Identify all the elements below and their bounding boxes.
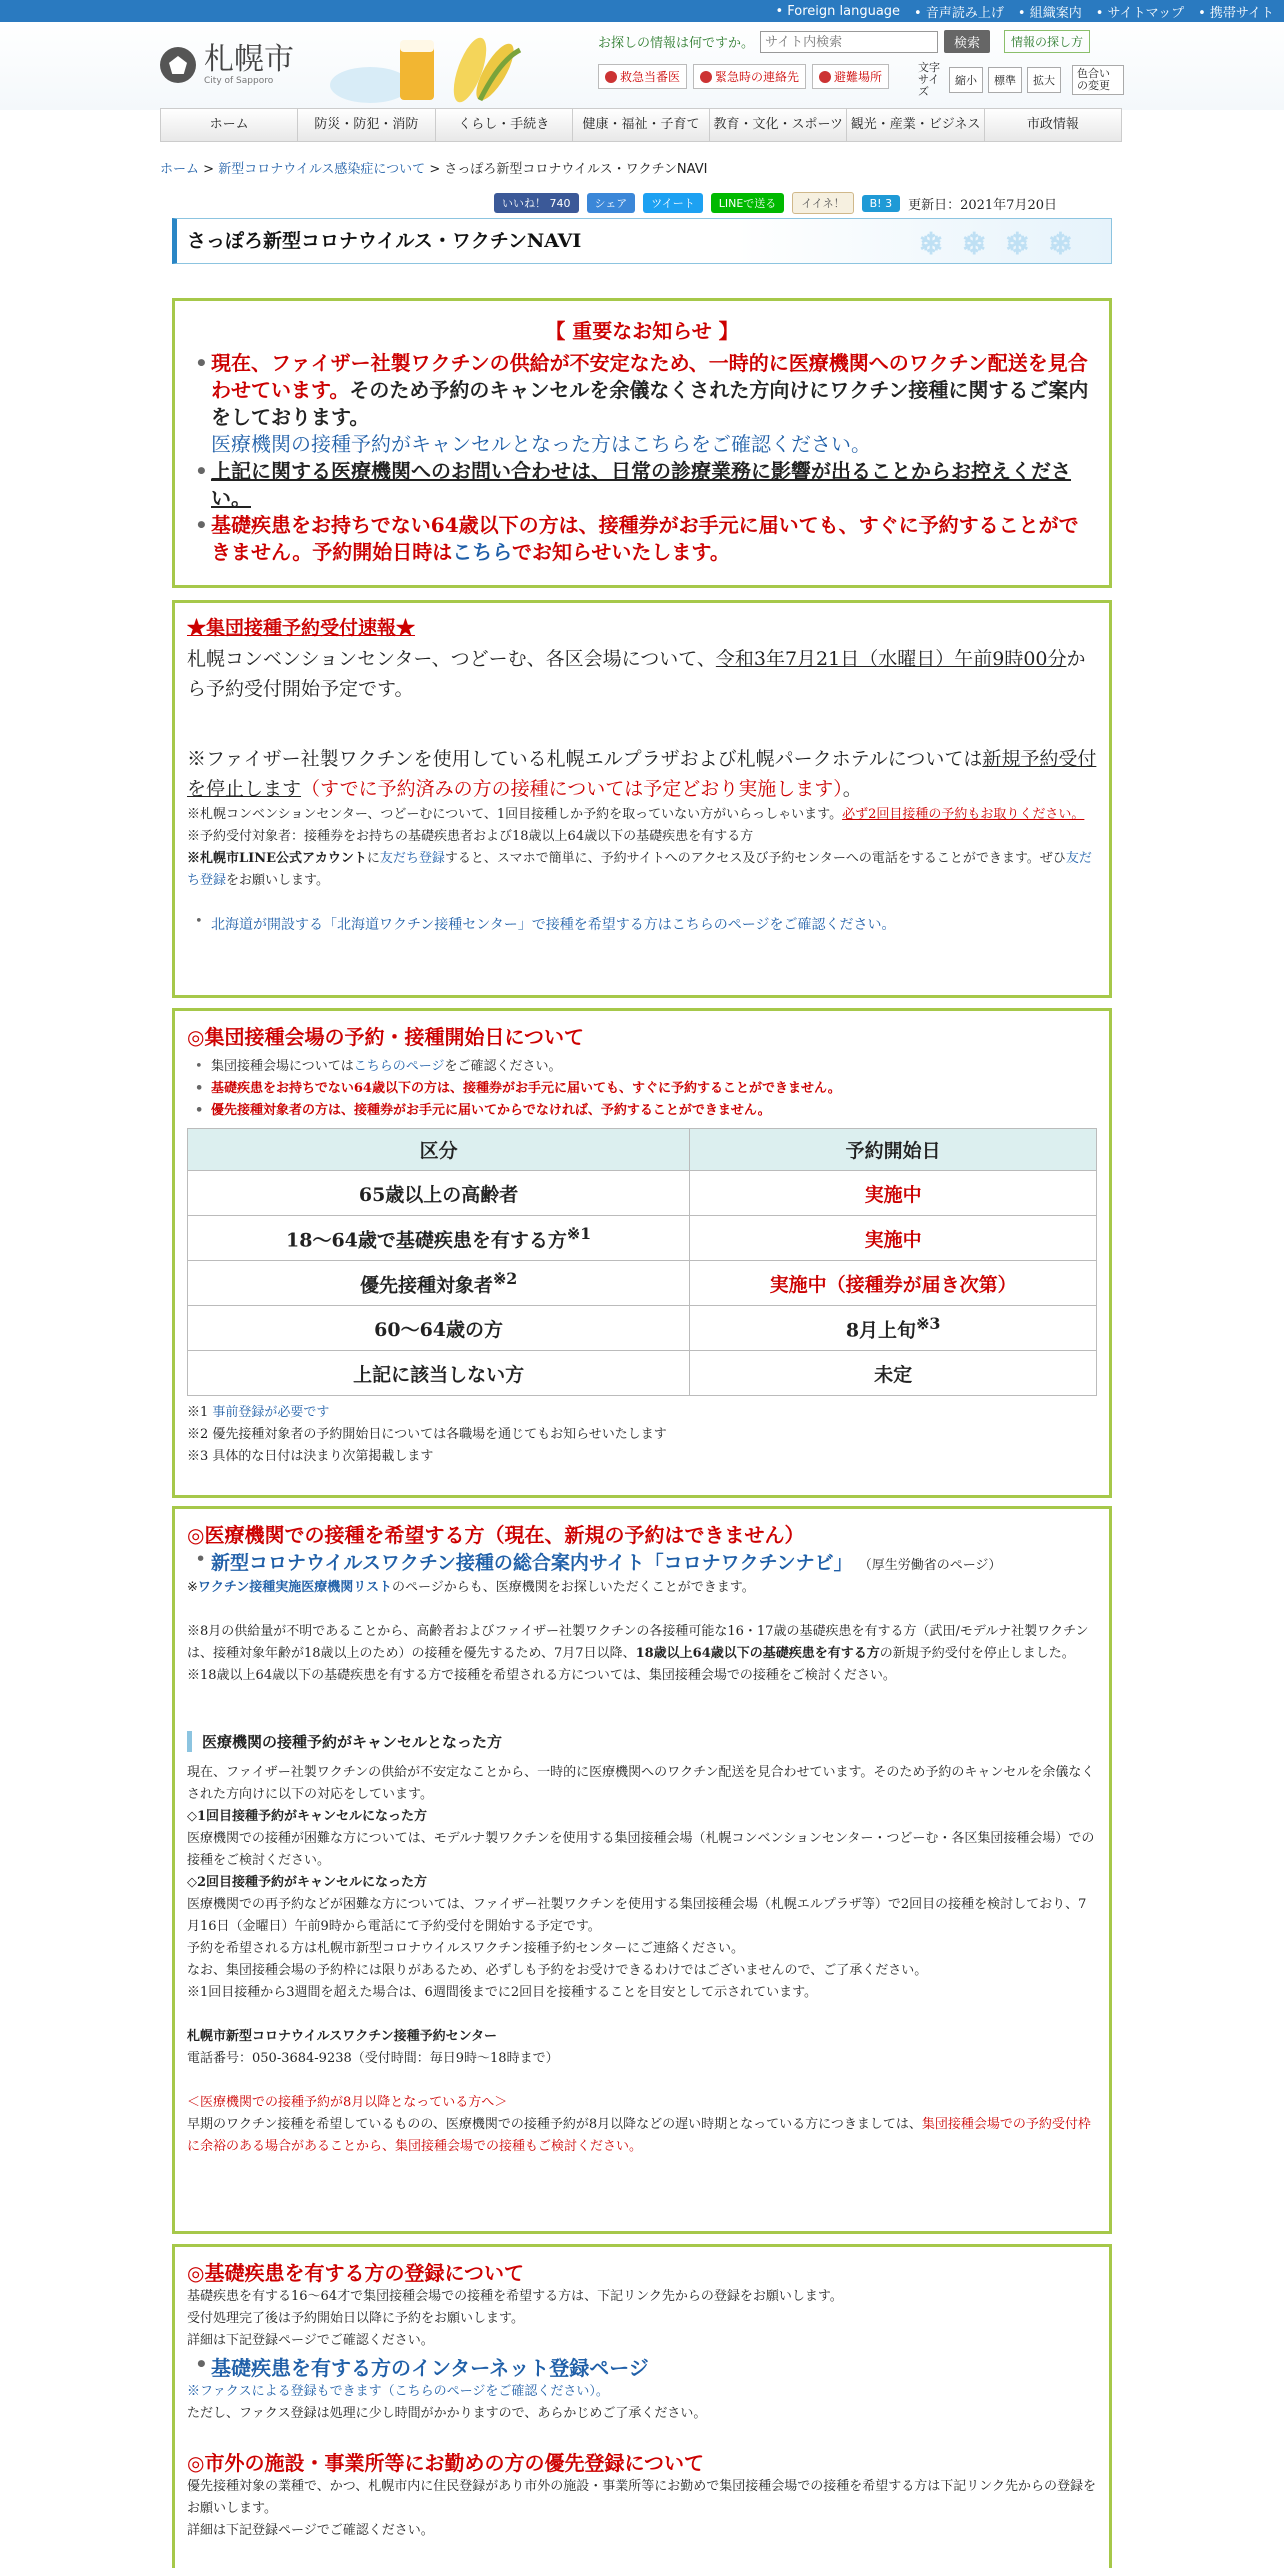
- beer-corn-banner-icon: [330, 30, 530, 110]
- header: [0, 22, 1284, 110]
- fax-registration: [187, 2381, 1097, 2403]
- emergency-doctor-icon: [605, 71, 617, 83]
- row-category-text: 優先接種対象者: [359, 1274, 493, 1297]
- second-dose-contact: 予約を希望される方は札幌市新型コロナウイルスワクチン接種予約センターにご連絡ください。: [187, 1941, 745, 1956]
- emergency-doctor-button[interactable]: [598, 64, 687, 89]
- search-guide-link[interactable]: 情報の探し方: [1004, 30, 1090, 53]
- notice-item: [187, 512, 1097, 566]
- hokkaido-center-link[interactable]: 北海道が開設する「北海道ワクチン接種センター」で接種を希望する方はこちらのページをご確認ください。: [211, 917, 896, 933]
- group-news-note1: [187, 804, 1097, 826]
- august-notice-heading: ＜医療機関での接種予約が8月以降となっている方へ＞: [187, 2095, 508, 2110]
- table-row: [188, 1306, 1097, 1351]
- row-date: 未定: [690, 1351, 1097, 1396]
- breadcrumb-home[interactable]: ホーム: [160, 162, 200, 177]
- evacuation-label: 避難場所: [834, 70, 883, 84]
- second-dose-text: 医療機関での再予約などが困難な方については、ファイザー社製ワクチンを使用する集団接種会場（札幌エルプラザ等）で2回目の接種を検討しており、7月16日（金曜日）午前9時から電話にて予約受付を開始する予定です。: [187, 1897, 1087, 1934]
- top-links: [775, 0, 1274, 22]
- row-date: 実施中: [690, 1216, 1097, 1261]
- font-larger-button[interactable]: 拡大: [1027, 67, 1061, 93]
- social-buttons: [494, 192, 1057, 214]
- font-smaller-button[interactable]: 縮小: [949, 67, 983, 93]
- schedule-heading: ◎集団接種会場の予約・接種開始日について: [187, 1025, 585, 1049]
- p2-end: 。: [842, 778, 862, 800]
- registration-p1: 基礎疾患を有する16～64才で集団接種会場での接種を希望する方は、下記リンク先からの登録をお願いします。: [187, 2289, 843, 2304]
- p2-text: ※8月の供給量が不明であることから、高齢者およびファイザー社製ワクチンの各接種可能な16・17歳の基礎疾患を有する方（武田/モデルナ社製ワクチンは、接種対象年齢が18歳以上のため）の接種を優先するため、7月7日以降、: [187, 1624, 1089, 1661]
- updated-date: 更新日：2021年7月20日: [908, 197, 1057, 213]
- font-normal-button[interactable]: 標準: [988, 67, 1022, 93]
- p1-text: のページからも、医療機関をお探しいただくことができます。: [392, 1580, 755, 1595]
- row-category: [188, 1306, 690, 1351]
- cancelled-p1: 現在、ファイザー社製ワクチンの供給が不安定なことから、一時的に医療機関へのワクチン配送を見合わせています。そのため予約のキャンセルを余儀なくされた方向けに以下の対応をしています。: [187, 1765, 1095, 1802]
- breadcrumb-sep: >: [203, 162, 215, 177]
- breadcrumb-sep: >: [429, 162, 441, 177]
- notice-item2: 上記に関する医療機関へのお問い合わせは、日常の診療業務に影響が出ることからお控えください。: [211, 459, 1071, 510]
- emergency-links: [598, 64, 889, 89]
- notice-item: [187, 458, 1097, 512]
- clinic-p1: [187, 1577, 1097, 1599]
- group-news-heading: ★集団接種予約受付速報★: [187, 617, 416, 639]
- evacuation-site-button[interactable]: [812, 64, 889, 89]
- group-news-note3: [187, 848, 1097, 892]
- site-logo[interactable]: [160, 44, 294, 86]
- cancelled-section-heading: 医療機関の接種予約がキャンセルとなった方: [187, 1731, 1097, 1752]
- registration-page-link[interactable]: 基礎疾患を有する方のインターネット登録ページ: [211, 2356, 649, 2380]
- nav-home[interactable]: ホーム: [161, 109, 298, 141]
- row-date: 実施中（接種券が届き次第）: [690, 1261, 1097, 1306]
- facebook-share-button[interactable]: シェア: [587, 193, 636, 213]
- first-dose-text: 医療機関での接種が困難な方については、モデルナ製ワクチンを使用する集団接種会場（札幌コンベンションセンター・つどーむ・各区集団接種会場）での接種をご検討ください。: [187, 1831, 1095, 1868]
- row-date: 実施中: [690, 1171, 1097, 1216]
- breadcrumb-current: さっぽろ新型コロナウイルス・ワクチンNAVI: [444, 162, 708, 177]
- table-row: [188, 1351, 1097, 1396]
- logo-sub: City of Sapporo: [204, 76, 274, 86]
- facebook-like-button[interactable]: いいね！ 740: [494, 193, 579, 213]
- organization-link[interactable]: • 組織案内: [1018, 2, 1082, 21]
- second-dose-heading: ◇2回目接種予約がキャンセルになった方: [187, 1875, 428, 1890]
- row-sup: ※1: [566, 1223, 592, 1243]
- row-date-sup: ※3: [916, 1313, 941, 1333]
- p1-date: 令和3年7月21日（水曜日）午前9時00分: [715, 648, 1067, 670]
- clinic-section: [172, 1506, 1112, 2234]
- outside-workers-p2: 詳細は下記登録ページでご確認ください。: [187, 2523, 434, 2538]
- p2-text: ※ファイザー社製ワクチンを使用している札幌エルプラザおよび札幌パークホテルについては: [187, 748, 983, 770]
- notice-heading: 【 重要なお知らせ 】: [545, 319, 739, 343]
- note3-a: に: [366, 851, 380, 866]
- row-date-text: 8月上旬: [845, 1319, 917, 1342]
- registration-heading: ◎基礎疾患を有する方の登録について: [187, 2261, 525, 2285]
- table-header-date: 予約開始日: [690, 1129, 1097, 1171]
- hatena-bookmark-button[interactable]: B! 3: [862, 195, 900, 212]
- registration-p4: ただし、ファクス登録は処理に少し時間がかかりますので、あらかじめご了承ください。: [187, 2406, 707, 2421]
- nav-tourism[interactable]: 観光・産業・ビジネス: [847, 109, 984, 141]
- schedule-bullet: • 優先接種対象者の方は、接種券がお手元に届いてからでなければ、予約することができません。: [187, 1100, 1097, 1122]
- page-title-text: さっぽろ新型コロナウイルス・ワクチンNAVI: [187, 230, 582, 252]
- fax-registration-link[interactable]: ※ファクスによる登録もできます（こちらのページをご確認ください）。: [187, 2384, 609, 2399]
- iine-button[interactable]: イイネ！: [792, 192, 853, 214]
- p2-bold: 18歳以上64歳以下の基礎疾患を有する方: [635, 1646, 880, 1661]
- p1-text: 札幌コンベンションセンター、つどーむ、各区会場について、: [187, 648, 716, 670]
- row-category: [188, 1351, 690, 1396]
- row-category-text: 65歳以上の高齢者: [358, 1183, 519, 1206]
- registration-p3: 詳細は下記登録ページでご確認ください。: [187, 2333, 434, 2348]
- row-category-text: 18～64歳で基礎疾患を有する方: [286, 1229, 567, 1252]
- phone-icon: [700, 71, 712, 83]
- notice-item3-end: でお知らせいたします。: [512, 540, 730, 564]
- reservation-center-name: 札幌市新型コロナウイルスワクチン接種予約センター: [187, 2029, 498, 2044]
- row-category: [188, 1261, 690, 1306]
- top-bar: [0, 0, 1284, 22]
- voice-reading-link[interactable]: • 音声読み上げ: [914, 2, 1004, 21]
- b1-text: 集団接種会場については: [211, 1059, 354, 1074]
- registration-section: [172, 2244, 1112, 2568]
- font-size-label: 文字サイズ: [918, 61, 940, 98]
- footnote-3: ※3 具体的な日付は決まり次第掲載します: [187, 1449, 434, 1464]
- b1-end: をご確認ください。: [444, 1059, 562, 1074]
- breadcrumb: [160, 158, 707, 177]
- notice-item: [187, 350, 1097, 458]
- table-row: [188, 1216, 1097, 1261]
- page-title: [172, 218, 1112, 264]
- schedule-table: [187, 1128, 1097, 1396]
- group-news-p1: [187, 644, 1097, 704]
- emergency-contact-button[interactable]: [693, 64, 806, 89]
- sitemap-link[interactable]: • サイトマップ: [1096, 2, 1184, 21]
- schedule-bullet: • 基礎疾患をお持ちでない64歳以下の方は、接種券がお手元に届いても、すぐに予約することができません。: [187, 1078, 1097, 1100]
- note1-text: ※札幌コンベンションセンター、つどーむについて、1回目接種しか予約を取っていない方がいらっしゃいます。: [187, 807, 843, 822]
- city-emblem-icon: [160, 47, 196, 83]
- mobile-site-link[interactable]: • 携帯サイト: [1198, 2, 1274, 21]
- table-row: [188, 1261, 1097, 1306]
- line-friend-link[interactable]: 友だち登録: [379, 851, 445, 866]
- venue-page-link[interactable]: こちらのページ: [353, 1059, 445, 1074]
- clinic-list-link[interactable]: ワクチン接種実施医療機関リスト: [197, 1580, 392, 1595]
- row-category-text: 60～64歳の方: [374, 1318, 504, 1341]
- notice-item3-red: 基礎疾患をお持ちでない64歳以下の方は、接種券がお手元に届いても、すぐに予約することができません。予約開始日時は: [211, 513, 1079, 564]
- registration-link-item: [187, 2352, 1097, 2381]
- clinic-p2: [187, 1621, 1097, 1665]
- row-date: [690, 1306, 1097, 1351]
- outside-workers-heading: ◎市外の施設・事業所等にお勤めの方の優先登録について: [187, 2451, 705, 2475]
- group-vaccination-news: [172, 600, 1112, 998]
- emergency-contact-label: 緊急時の連絡先: [715, 70, 800, 84]
- august-notice-text: [187, 2114, 1097, 2158]
- corona-navi-link[interactable]: 新型コロナウイルスワクチン接種の総合案内サイト「コロナワクチンナビ」: [211, 1552, 853, 1574]
- notice-item1-red: 現在、ファイザー社製ワクチンの供給が不安定なため、一時的に医療機関へのワクチン配送を見合わせています。: [211, 351, 1088, 402]
- nav-living[interactable]: くらし・手続き: [436, 109, 573, 141]
- breadcrumb-covid[interactable]: 新型コロナウイルス感染症について: [218, 162, 426, 177]
- snowflake-icon: ❄❄❄❄: [918, 227, 1091, 262]
- tweet-button[interactable]: ツイート: [643, 193, 702, 213]
- font-size-controls: [918, 62, 1124, 98]
- hokkaido-center-item: [187, 914, 1097, 936]
- p2-stop: 新規予約受付を停止します: [187, 748, 1097, 800]
- foreign-language-link[interactable]: • Foreign language: [775, 4, 900, 19]
- nav-health[interactable]: 健康・福祉・子育て: [573, 109, 710, 141]
- nav-city-info[interactable]: 市政情報: [1026, 117, 1079, 132]
- schedule-bullet: [187, 1056, 1097, 1078]
- notice-item1-black: そのため予約のキャンセルを余儀なくされた方向けにワクチン接種に関するご案内をしております。: [211, 378, 1089, 429]
- group-news-note2: ※予約受付対象者：接種券をお持ちの基礎疾患者および18歳以上64歳以下の基礎疾患を有する方: [187, 829, 754, 844]
- search-input[interactable]: [760, 31, 938, 53]
- p2-red: （すでに予約済みの方の接種については予定どおり実施します）: [301, 778, 843, 800]
- color-change-button[interactable]: 色合いの変更: [1072, 65, 1124, 95]
- p1-prefix: ※: [187, 1580, 198, 1595]
- schedule-section: [172, 1008, 1112, 1498]
- first-dose-heading: ◇1回目接種予約がキャンセルになった方: [187, 1809, 428, 1824]
- outside-workers-p1: 優先接種対象の業種で、かつ、札幌市内に住民登録があり市外の施設・事業所等にお勤めで集団接種会場での接種を希望する方は下記リンク先からの登録をお願いします。: [187, 2479, 1096, 2516]
- note3-d: をお願いします。: [226, 873, 329, 888]
- registration-p2: 受付処理完了後は予約開始日以降に予約をお願いします。: [187, 2311, 524, 2326]
- pre-registration-link[interactable]: 事前登録が必要です: [212, 1405, 330, 1420]
- clinic-p3: ※18歳以上64歳以下の基礎疾患を有する方で接種を希望される方については、集団接種会場での接種をご検討ください。: [187, 1668, 896, 1683]
- search-question: お探しの情報は何ですか。: [598, 36, 755, 51]
- second-dose-note: なお、集団接種会場の予約枠には限りがあるため、必ずしも予約をお受けできるわけではございませんので、ご了承ください。: [187, 1963, 928, 1978]
- table-row: [188, 1171, 1097, 1216]
- evacuation-icon: [819, 71, 831, 83]
- search-area: [598, 30, 1090, 53]
- emergency-doctor-label: 救急当番医: [620, 70, 681, 84]
- nav-education[interactable]: 教育・文化・スポーツ: [710, 109, 847, 141]
- note1-red: 必ず2回目接種の予約もお取りください。: [842, 807, 1085, 822]
- footnote-1: [187, 1402, 1097, 1424]
- nav-safety[interactable]: 防災・防犯・消防: [298, 109, 435, 141]
- note3-c: すると、スマホで簡単に、予約サイトへのアクセス及び予約センターへの電話をすることができます。ぜひ: [444, 851, 1066, 866]
- line-account-label: ※札幌市LINE公式アカウント: [187, 851, 367, 866]
- row-category-text: 上記に該当しない方: [353, 1363, 525, 1386]
- second-dose-interval: ※1回目接種から3週間を超えた場合は、6週間後までに2回目を接種することを目安として示されています。: [187, 1985, 818, 2000]
- logo-name: 札幌市: [204, 42, 294, 77]
- group-news-p2: [187, 744, 1097, 804]
- row-category: [188, 1216, 690, 1261]
- corona-navi-note: （厚生労働省のページ）: [858, 1558, 1002, 1573]
- table-header-category: 区分: [188, 1129, 690, 1171]
- clinic-heading: ◎医療機関での接種を希望する方（現在、新規の予約はできません）: [187, 1523, 805, 1547]
- august-text: 早期のワクチン接種を希望しているものの、医療機関での接種予約が8月以降などの遅い時期となっている方につきましては、: [187, 2117, 922, 2132]
- reservation-center-phone: 電話番号：050-3684-9238（受付時間：毎日9時～18時まで）: [187, 2051, 559, 2066]
- row-category: [188, 1171, 690, 1216]
- row-sup: ※2: [492, 1268, 518, 1288]
- global-nav: [160, 108, 1122, 142]
- p2-end: の新規予約受付を停止しました。: [879, 1646, 1075, 1661]
- corona-navi-item: [187, 1548, 1097, 1577]
- reservation-date-link[interactable]: こちら: [452, 540, 513, 564]
- important-notice: [172, 298, 1112, 588]
- cancelled-reservation-link[interactable]: 医療機関の接種予約がキャンセルとなった方はこちらをご確認ください。: [211, 432, 871, 456]
- search-button[interactable]: 検索: [944, 30, 990, 53]
- p1-end: から予約受付開始予定です。: [187, 648, 1086, 700]
- august-red: 集団接種会場での予約受付枠に余裕のある場合があることから、集団接種会場での接種もご検討ください。: [187, 2117, 1091, 2154]
- line-button[interactable]: LINEで送る: [711, 193, 785, 213]
- footnote-2: ※2 優先接種対象者の予約開始日については各職場を通じてもお知らせいたします: [187, 1427, 667, 1442]
- line-friend-link-2[interactable]: 友だち登録: [187, 851, 1092, 888]
- fn1-text: ※1: [187, 1405, 213, 1420]
